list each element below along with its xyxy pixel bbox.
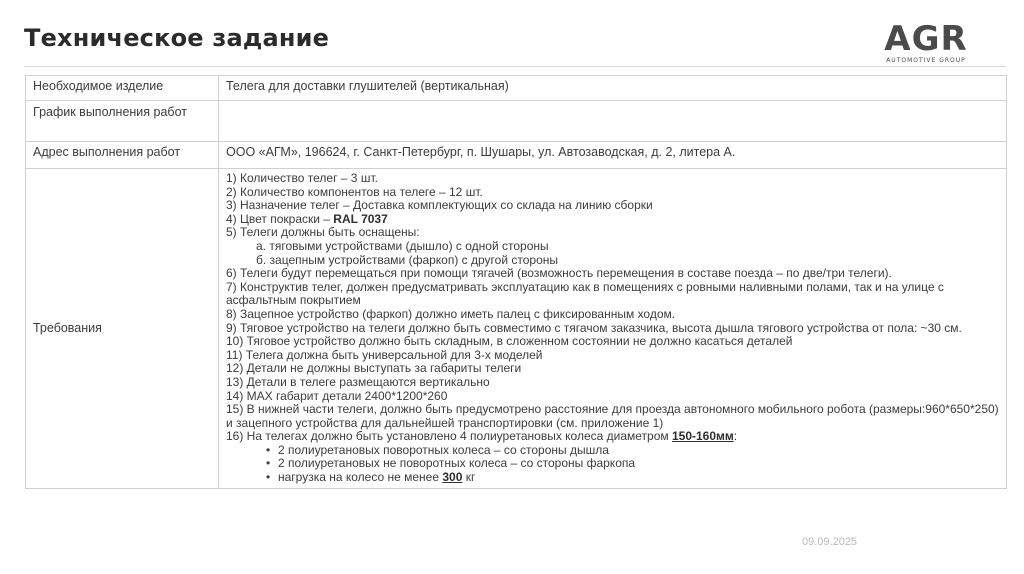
requirement-item: 6) Телеги будут перемещаться при помощи тягачей (возможность перемещения в составе поезда – по две/три телеги). bbox=[226, 266, 892, 281]
row-label: Необходимое изделие bbox=[26, 76, 219, 101]
requirement-item: 13) Детали в телеге размещаются вертикально bbox=[226, 374, 490, 389]
requirement-bullet-item bbox=[226, 471, 999, 485]
requirement-emphasis: 300 bbox=[442, 470, 463, 485]
row-label: Требования bbox=[26, 169, 219, 489]
row-value: Телега для доставки глушителей (вертикальная) bbox=[219, 76, 1007, 101]
specification-table bbox=[25, 75, 1007, 489]
requirement-text: 16) На телегах должно быть установлено 4 полиуретановых колеса диаметром bbox=[226, 429, 672, 444]
agr-logo bbox=[874, 19, 978, 66]
row-label: Адрес выполнения работ bbox=[26, 142, 219, 169]
bullet-icon: • bbox=[266, 442, 271, 457]
row-value: ООО «АГМ», 196624, г. Санкт-Петербург, п. Шушары, ул. Автозаводская, д. 2, литера А. bbox=[219, 142, 1007, 169]
row-value bbox=[219, 101, 1007, 142]
requirement-bullet-item bbox=[226, 457, 999, 471]
logo-text: AGR bbox=[884, 19, 968, 59]
requirement-text-group bbox=[266, 470, 475, 484]
footer-date: 09.09.2025 bbox=[802, 536, 858, 548]
requirement-text: нагрузка на колесо не менее bbox=[278, 470, 443, 485]
requirement-subitem: б. зацепным устройствами (фаркоп) с другой стороны bbox=[256, 252, 559, 267]
requirement-item: 10) Тяговое устройство должно быть складным, в сложенном состоянии не должно касаться деталей bbox=[226, 334, 793, 349]
requirement-item: 3) Назначение телег – Доставка комплектующих со склада на линию сборки bbox=[226, 198, 653, 213]
requirement-item: 8) Зацепное устройство (фаркоп) должно иметь палец с фиксированным ходом. bbox=[226, 306, 676, 321]
requirement-subitem: а. тяговыми устройствами (дышло) с одной стороны bbox=[256, 238, 549, 253]
title-divider bbox=[24, 66, 1006, 67]
requirements-list bbox=[219, 169, 1007, 489]
requirement-text: кг bbox=[462, 470, 476, 485]
requirement-emphasis: 150-160мм bbox=[671, 429, 734, 444]
requirement-text: 2 полиуретановых поворотных колеса – со стороны дышла bbox=[278, 442, 609, 457]
requirement-item: 5) Телеги должны быть оснащены: bbox=[226, 225, 420, 240]
requirement-item: 14) MAX габарит детали 2400*1200*260 bbox=[226, 388, 448, 403]
bullet-icon: • bbox=[266, 470, 271, 485]
table-row bbox=[26, 101, 1007, 142]
page-title: Техническое задание bbox=[24, 24, 330, 52]
table-row bbox=[26, 76, 1007, 101]
requirement-item: 9) Тяговое устройство на телеги должно быть совместимо с тягачом заказчика, высота дышла тягового устройства от пола: ~30 см. bbox=[226, 320, 962, 335]
requirement-text: 4) Цвет покраски – bbox=[226, 211, 334, 226]
table-row bbox=[26, 142, 1007, 169]
requirement-item: 15) В нижней части телеги, должно быть предусмотрено расстояние для проезда автономного мобильного робота (размеры:960*650*250) и зацепного устройства для дальнейшей транспортировки (см. приложение 1) bbox=[226, 402, 999, 430]
requirement-emphasis: RAL 7037 bbox=[333, 211, 388, 226]
logo-subtitle: AUTOMOTIVE GROUP bbox=[886, 57, 966, 64]
requirement-item: 2) Количество компонентов на телеге – 12 шт. bbox=[226, 184, 483, 199]
requirement-item: 7) Конструктив телег, должен предусматривать эксплуатацию как в помещениях с ровными наливными полами, так и на улице с асфальтным покрытием bbox=[226, 279, 944, 308]
requirement-item bbox=[226, 213, 999, 227]
requirement-item bbox=[226, 430, 999, 444]
table-row bbox=[26, 169, 1007, 489]
requirement-item: 11) Телега должна быть универсальной для 3-х моделей bbox=[226, 347, 543, 362]
requirement-bullet-item bbox=[226, 444, 999, 458]
requirement-text: 2 полиуретановых не поворотных колеса – со стороны фаркопа bbox=[278, 456, 636, 471]
requirement-text: : bbox=[733, 429, 738, 444]
requirement-item: 1) Количество телег – 3 шт. bbox=[226, 171, 378, 185]
requirement-item: 12) Детали не должны выступать за габариты телеги bbox=[226, 361, 522, 376]
row-label: График выполнения работ bbox=[26, 101, 219, 142]
bullet-icon: • bbox=[266, 456, 271, 471]
